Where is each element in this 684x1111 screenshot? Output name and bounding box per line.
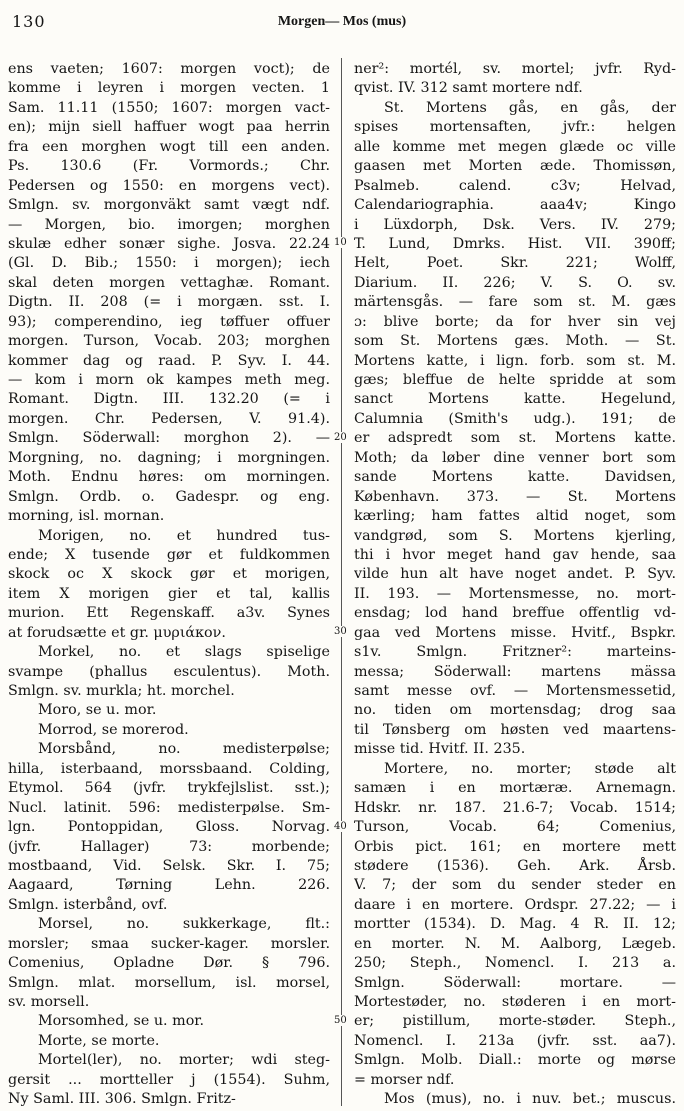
right-column-line: Smlgn. Söderwall: mortare. — [354, 974, 676, 991]
right-column-line: thi i hvor meget hand gav hende, saa [354, 546, 676, 563]
left-column-line: morsler; smaa sucker-kager. morsler. [8, 935, 330, 952]
left-column [8, 60, 330, 1110]
right-column-line: II. 193. — Mortensmesse, no. mort- [354, 585, 676, 602]
left-column-line: murion. Ett Regenskaff. a3v. Synes [8, 605, 330, 622]
left-column-line: Smlgn. Söderwall: morghon 2). — [8, 430, 330, 447]
right-column-line: V. 7; der som du sender steder en [354, 877, 676, 894]
left-column-line: lgn. Pontoppidan, Gloss. Norvag. [8, 819, 330, 836]
page-number: 130 [12, 12, 46, 31]
right-column-line: Helt, Poet. Skr. 221; Wolff, [354, 255, 676, 272]
left-column-line: Moro, se u. mor. [38, 702, 157, 719]
left-column-line: morning, isl. mornan. [8, 508, 165, 525]
right-column-line: = morser ndf. [354, 1071, 455, 1088]
left-column-line: Sam. 11.11 (1550; 1607: morgen vact- [8, 99, 330, 116]
line-number-marker: 40 [334, 820, 347, 832]
right-column-line: daare i en mortere. Ordspr. 27.22; — i [354, 896, 676, 913]
left-column-line: 93); comperendino, ieg tøffuer offuer [8, 313, 330, 330]
right-column-line: samæn i en mortæræ. Arnemagn. [354, 780, 676, 797]
right-column-line: stødere (1536). Geh. Ark. Årsb. [354, 857, 676, 874]
page-header [0, 6, 684, 36]
left-column-line: svampe (phallus esculentus). Moth. [8, 663, 330, 680]
right-column-line: T. Lund, Dmrks. Hist. VII. 390ff; [354, 235, 676, 252]
right-column-line: s1v. Smlgn. Fritzner²: marteins- [354, 644, 676, 661]
left-column-line: Morte, se morte. [38, 1032, 160, 1049]
right-column-line: alle komme met megen glæde oc ville [354, 138, 676, 155]
right-column-line: København. 373. — St. Mortens [354, 488, 676, 505]
left-column-line: Ny Saml. III. 306. Smlgn. Fritz- [8, 1091, 236, 1108]
left-column-line: — kom i morn ok kampes meth meg. [8, 372, 330, 388]
right-column-line: ner²: mortél, sv. mortel; jvfr. Ryd- [354, 61, 676, 77]
left-column-line: Morsel, no. sukkerkage, flt.: [38, 916, 330, 933]
right-column-line: gæs; bleffue de helte spridde at som [354, 372, 676, 388]
right-column-line: kærling; ham fattes altid noget, som [354, 508, 676, 525]
right-column-line: Mortens katte, i lign. forb. som st. M. [354, 352, 676, 369]
right-column-line: gaa ved Mortens misse. Hvitf., Bspkr. [354, 624, 676, 641]
line-number-marker: 30 [334, 626, 347, 638]
left-column-line: hilla, isterbaand, morssbaand. Colding, [8, 760, 330, 777]
line-number-marker: 20 [334, 431, 347, 443]
right-column-line: Turson, Vocab. 64; Comenius, [354, 819, 676, 836]
right-column-line: som St. Mortens gæs. Moth. — St. [354, 333, 676, 350]
right-column [354, 60, 676, 1110]
left-column-line: Smlgn. Ordb. o. Gadespr. og eng. [8, 488, 330, 505]
left-column-line: mostbaand, Vid. Selsk. Skr. I. 75; [8, 857, 330, 874]
left-column-line: Morsomhed, se u. mor. [38, 1013, 205, 1030]
left-column-line: fra een morghen wogt till een anden. [8, 138, 330, 155]
right-column-line: spises mortensaften, jvfr.: helgen [354, 119, 676, 136]
right-column-line: Mos (mus), no. i nuv. bet.; muscus. [384, 1091, 676, 1108]
right-column-line: messa; Söderwall: martens mässa [354, 663, 676, 680]
right-column-line: vandgrød, som S. Mortens kjerling, [354, 527, 676, 544]
column-divider [341, 58, 342, 1106]
left-column-line: Moth. Endnu høres: om morningen. [8, 469, 330, 486]
right-column-line: märtensgås. — fare som st. M. gæs [354, 294, 676, 311]
right-column-line: misse tid. Hvitf. II. 235. [354, 741, 526, 758]
left-column-line: Pedersen og 1550: en morgens vect). [8, 177, 330, 194]
right-column-line: vilde hun alt have noget andet. P. Syv. [354, 566, 676, 583]
left-column-line: Morsbånd, no. medisterpølse; [38, 741, 330, 758]
left-column-line: komme i leyren i morgen vecten. 1 [8, 80, 330, 97]
left-column-line: sv. morsell. [8, 994, 90, 1010]
right-column-line: no. tiden om mortensdag; drog saa [354, 702, 676, 719]
right-column-line: qvist. IV. 312 samt mortere ndf. [354, 80, 583, 97]
left-column-line: Romant. Digtn. III. 132.20 (= i [8, 391, 330, 408]
right-column-line: til Tønsberg om høsten ved maartens- [354, 721, 676, 738]
left-column-line: skock oc X skock gør et morigen, [8, 566, 330, 583]
left-column-line: skal deten morgen vettaghæ. Romant. [8, 274, 330, 291]
right-column-line: Orbis pict. 161; en mortere mett [354, 838, 676, 855]
left-column-line: Ps. 130.6 (Fr. Vormords.; Chr. [8, 158, 330, 175]
left-column-line: (jvfr. Hallager) 73: morbende; [8, 838, 330, 855]
right-column-line: Moth; da løber dine venner bort som [354, 449, 676, 466]
right-column-line: Calumnia (Smith's udg.). 191; de [354, 410, 676, 427]
left-column-line: ende; X tusende gør et fuldkommen [8, 546, 330, 563]
right-column-line: Mortestøder, no. støderen i en mort- [354, 994, 676, 1010]
left-column-line: (Gl. D. Bib.; 1550: i morgen); iech [8, 255, 330, 272]
right-column-line: Calendariographia. aaa4v; Kingo [354, 197, 676, 214]
left-column-line: Smlgn. isterbånd, ovf. [8, 896, 168, 913]
right-column-line: er; pistillum, morte-støder. Steph., [354, 1013, 676, 1030]
left-column-line: Mortel(ler), no. morter; wdi steg- [38, 1052, 330, 1069]
right-column-line: mortter (1534). D. Mag. 4 R. II. 12; [354, 916, 676, 933]
right-column-line: Smlgn. Molb. Diall.: morte og mørse [354, 1052, 676, 1069]
left-column-line: Aagaard, Tørning Lehn. 226. [8, 877, 330, 894]
line-number-marker: 10 [334, 237, 347, 249]
right-column-line: Nomencl. I. 213a (jvfr. sst. aa7). [354, 1032, 676, 1049]
right-column-line: Mortere, no. morter; støde alt [384, 760, 676, 777]
right-column-line: ensdag; lod hand breffue offentlig vd- [354, 605, 676, 622]
right-column-line: Hdskr. nr. 187. 21.6-7; Vocab. 1514; [354, 799, 676, 816]
right-column-line: 250; Steph., Nomencl. I. 213 a. [354, 955, 676, 972]
left-column-line: item X morigen gier et tal, kallis [8, 585, 330, 602]
left-column-line: Etymol. 564 (jvfr. trykfejlslist. sst.); [8, 780, 330, 797]
right-column-line: sande Mortens katte. Davidsen, [354, 469, 676, 486]
left-column-line: — Morgen, bio. imorgen; morghen [8, 216, 330, 233]
left-column-line: en); mijn siell haffuer wogt paa herrin [8, 119, 330, 136]
right-column-line: gaasen met Morten æde. Thomissøn, [354, 158, 676, 175]
right-column-line: samt messe ovf. — Mortensmessetid, [354, 683, 676, 699]
left-column-line: ens vaeten; 1607: morgen voct); de [8, 61, 330, 77]
right-column-line: Psalmeb. calend. c3v; Helvad, [354, 177, 676, 194]
left-column-line: morgen. Turson, Vocab. 203; morghen [8, 333, 330, 350]
right-column-line: er adspredt som st. Mortens katte. [354, 430, 676, 447]
right-column-line: sanct Mortens katte. Hegelund, [354, 391, 676, 408]
right-column-line: Diarium. II. 226; V. S. O. sv. [354, 274, 676, 291]
right-column-line: St. Mortens gås, en gås, der [384, 99, 676, 116]
left-column-line: skulæ edher sonær sighe. Josva. 22.24 [8, 235, 330, 252]
left-column-line: Morrod, se morerod. [38, 721, 189, 738]
right-column-line: ɔ: blive borte; da for hver sin vej [354, 313, 676, 330]
left-column-line: at forudsætte et gr. μυριάκον. [8, 624, 226, 641]
left-column-line: Nucl. latinit. 596: medisterpølse. Sm- [8, 799, 330, 816]
left-column-line: Morigen, no. et hundred tus- [38, 527, 330, 544]
left-column-line: Comenius, Opladne Dør. § 796. [8, 955, 330, 972]
left-column-line: Morkel, no. et slags spiselige [38, 644, 330, 661]
left-column-line: kommer dag og raad. P. Syv. I. 44. [8, 352, 330, 369]
left-column-line: Smlgn. sv. murkla; ht. morchel. [8, 683, 235, 699]
left-column-line: Smlgn. mlat. morsellum, isl. morsel, [8, 974, 330, 991]
left-column-line: gersit ... mortteller j (1554). Suhm, [8, 1071, 330, 1088]
right-column-line: i Lüxdorph, Dsk. Vers. IV. 279; [354, 216, 676, 233]
line-number-marker: 50 [334, 1015, 347, 1027]
left-column-line: morgen. Chr. Pedersen, V. 91.4). [8, 410, 330, 427]
left-column-line: Morgning, no. dagning; i morgningen. [8, 449, 330, 466]
left-column-line: Smlgn. sv. morgonväkt samt vægt ndf. [8, 197, 330, 214]
left-column-line: Digtn. II. 208 (= i morgæn. sst. I. [8, 294, 330, 311]
running-head: Morgen— Mos (mus) [277, 14, 407, 29]
right-column-line: en morter. N. M. Aalborg, Lægeb. [354, 935, 676, 952]
